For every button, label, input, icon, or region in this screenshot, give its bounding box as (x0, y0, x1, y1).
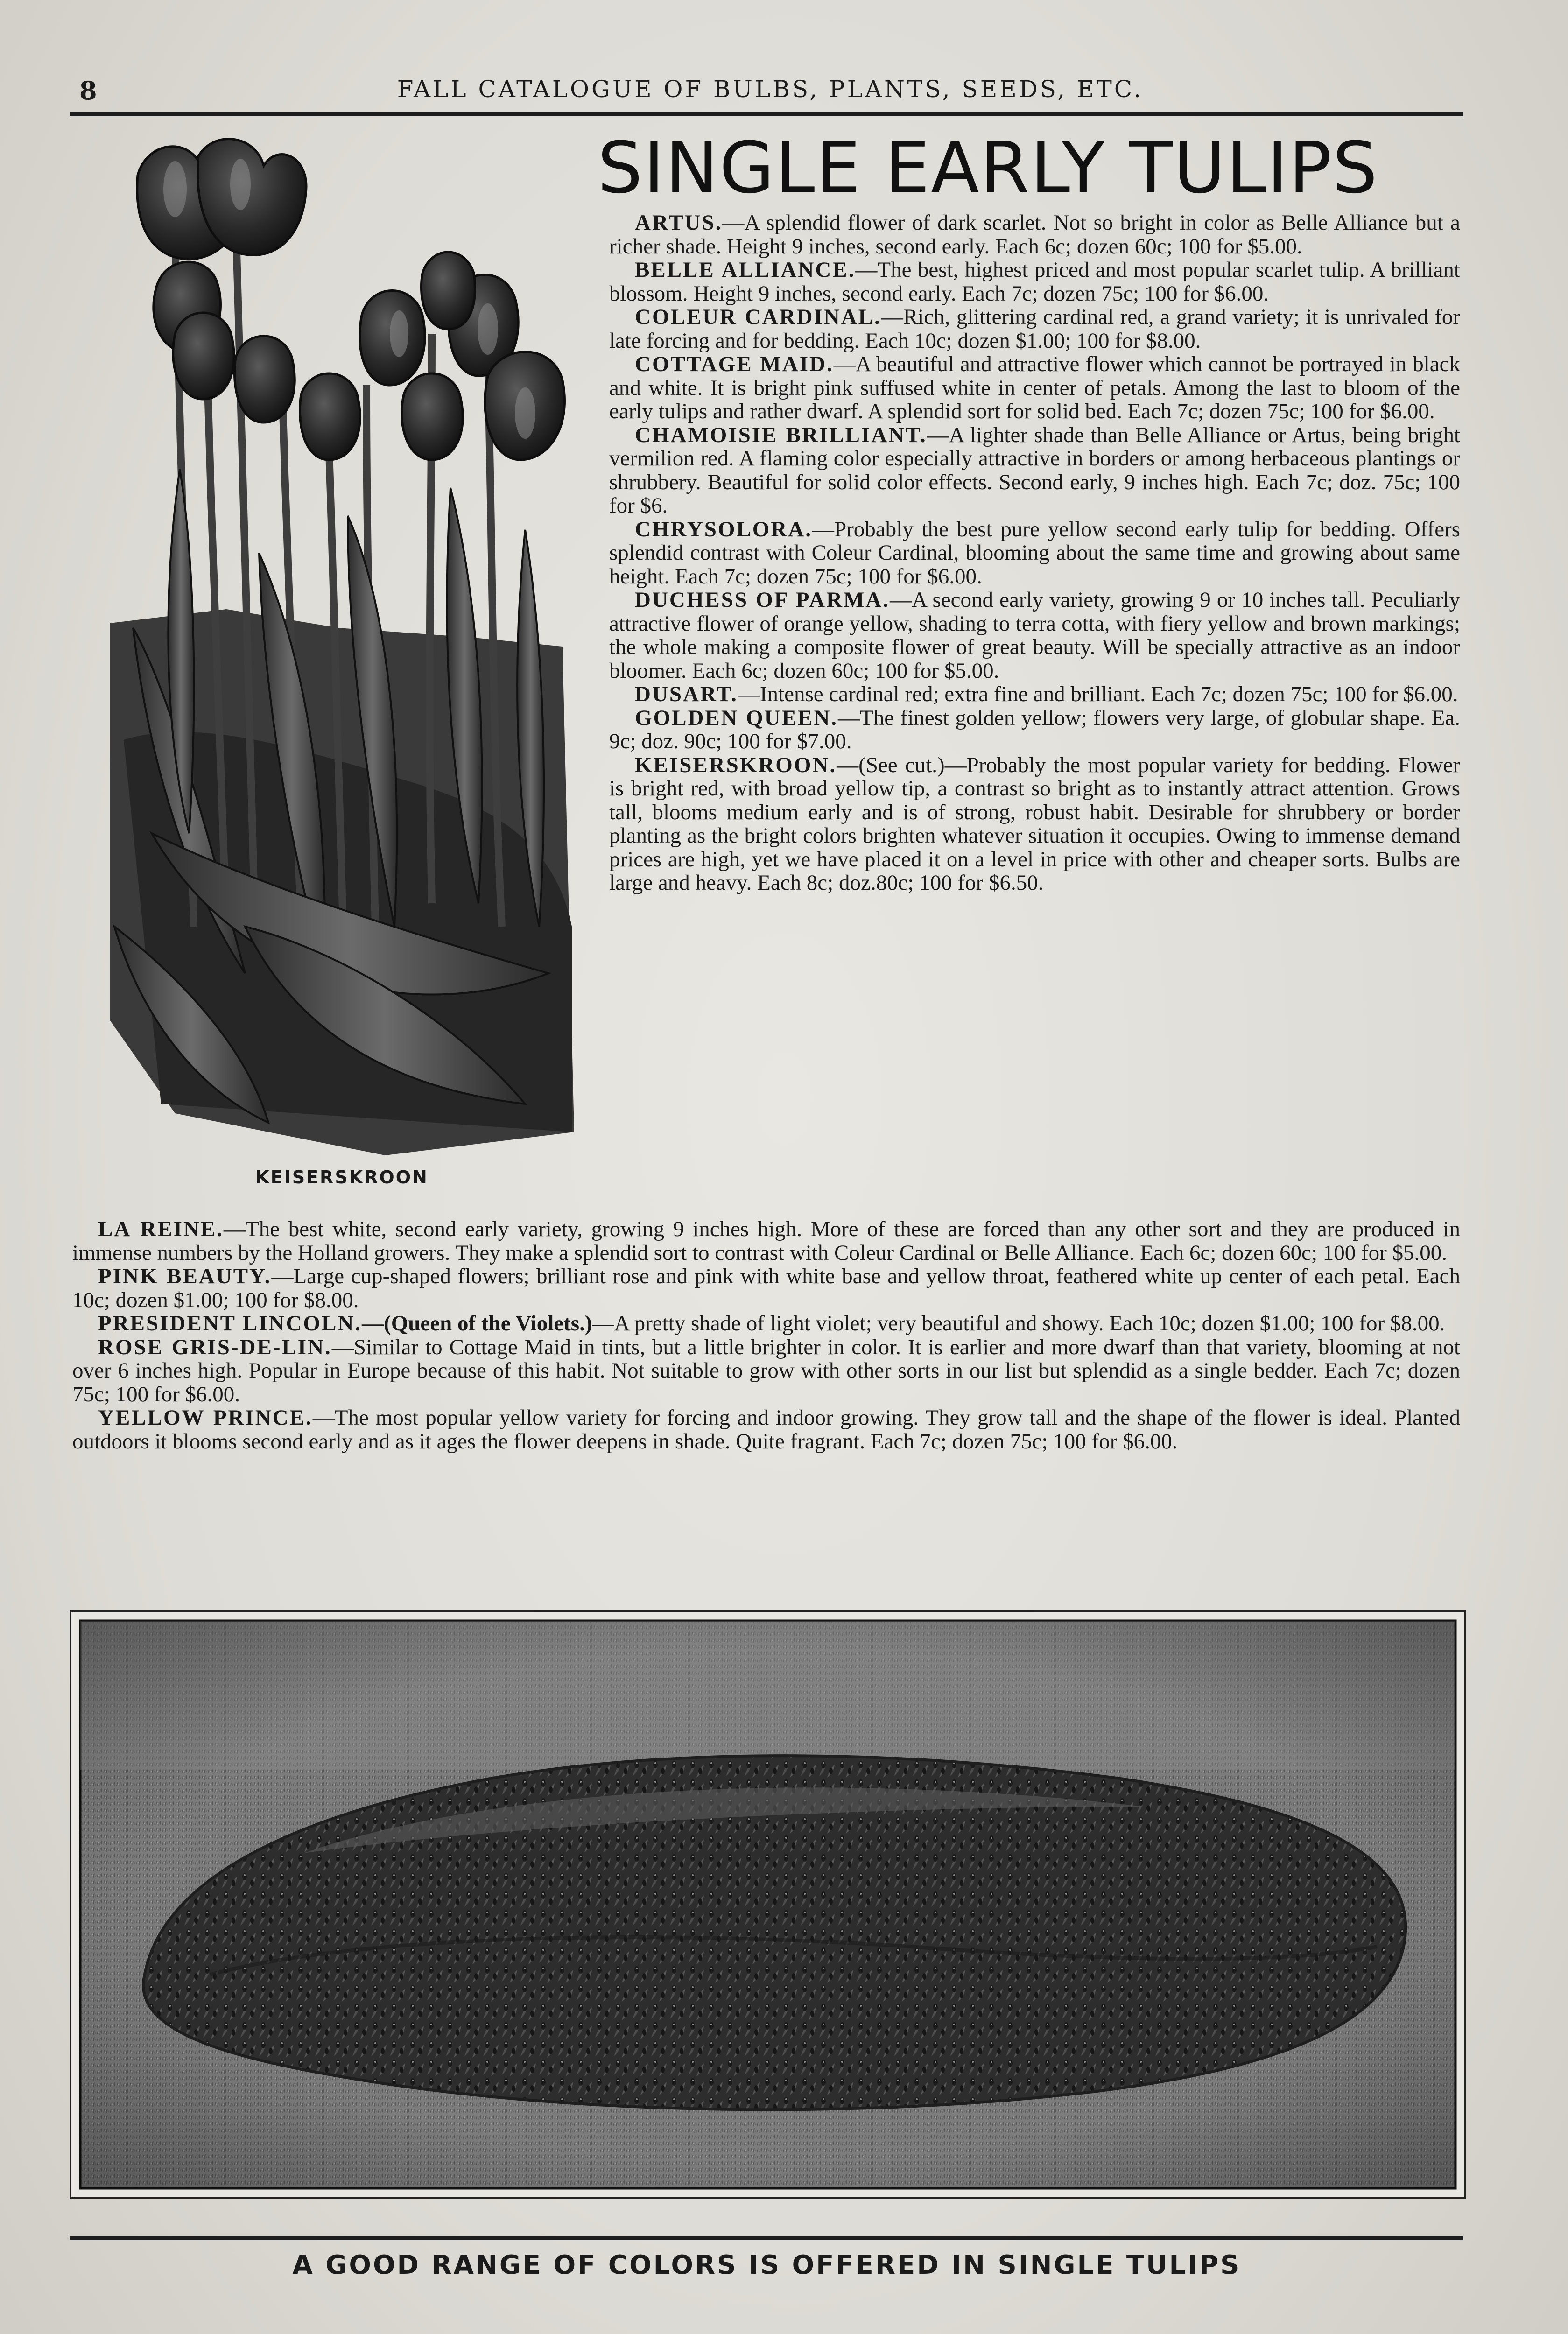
illustration-caption: KEISERSKROON (255, 1167, 429, 1188)
variety-name: GOLDEN QUEEN. (635, 705, 838, 730)
variety-entry (609, 588, 1460, 682)
variety-entry (609, 753, 1460, 895)
variety-description: —The best, highest priced and most popular scarlet tulip. A brilliant blossom. Height 9 inches, second early. Each 7c; dozen 75c; 100 for $6.00. (609, 258, 1460, 306)
variety-entry (72, 1406, 1460, 1453)
variety-description: —A splendid flower of dark scarlet. Not so bright in color as Belle Alliance but a richer shade. Height 9 inches, second early. Each 6c; dozen 60c; 100 for $5.00. (609, 211, 1460, 259)
variety-entry (609, 352, 1460, 423)
variety-description: —The most popular yellow variety for forcing and indoor growing. They grow tall and the shape of the flower is ideal. Planted outdoors it blooms second early and as it ages the flower deepens in shade. Quite fragrant. Each 7c; dozen 75c; 100 for $6.00. (72, 1406, 1461, 1454)
variety-name: CHAMOISIE BRILLIANT. (635, 422, 927, 447)
variety-name: COTTAGE MAID. (635, 352, 834, 376)
page-number: 8 (79, 76, 97, 105)
variety-entry (609, 518, 1460, 589)
keiserskroon-tulip-illustration (105, 133, 579, 1172)
variety-name: PINK BEAUTY. (98, 1264, 272, 1288)
variety-name: BELLE ALLIANCE. (635, 258, 856, 282)
variety-name: LA REINE. (98, 1217, 224, 1241)
footer-rule (70, 2236, 1463, 2240)
variety-description: —A second early variety, growing 9 or 10 inches tall. Peculiarly attractive flower of orange yellow, shading to terra cotta, with fiery yellow and brown markings; the whole making a composite flower of great beauty. Will be specially attractive as an indoor bloomer. Each 6c; dozen 60c; 100 for $5.00. (609, 588, 1460, 683)
variety-entry (609, 706, 1460, 753)
variety-entry (72, 1217, 1460, 1265)
running-title: FALL CATALOGUE OF BULBS, PLANTS, SEEDS, ETC. (397, 76, 1144, 103)
variety-list-full-width (72, 1217, 1460, 1453)
variety-description: —Intense cardinal red; extra fine and brilliant. Each 7c; dozen 75c; 100 for $6.00. (738, 682, 1458, 706)
variety-name: COLEUR CARDINAL. (635, 305, 881, 329)
variety-description: —The best white, second early variety, growing 9 inches high. More of these are forced than any other sort and they are produced in immense numbers by the Holland growers. They make a splendid sort to contrast with Coleur Cardinal or Belle Alliance. Each 6c; dozen 60c; 100 for $5.00. (72, 1217, 1460, 1265)
photograph-caption: A GOOD RANGE OF COLORS IS OFFERED IN SINGLE TULIPS (292, 2250, 1241, 2280)
variety-entry (609, 258, 1460, 305)
page-header (79, 70, 1461, 112)
variety-name: KEISERSKROON. (635, 752, 837, 777)
variety-description: —The finest golden yellow; flowers very large, of globular shape. Ea. 9c; doz. 90c; 100 for $7.00. (609, 705, 1460, 753)
variety-description: —Large cup-shaped flowers; brilliant rose and pink with white base and yellow throat, feathered white up center of each petal. Each 10c; dozen $1.00; 100 for $8.00. (72, 1264, 1460, 1312)
variety-description: —Similar to Cottage Maid in tints, but a little brighter in color. It is earlier and more dwarf than that variety, blooming at not over 6 inches high. Popular in Europe because of this habit. Not suitable to grow with other sorts in our list but splendid as a single bedder. Each 7c; dozen 75c; 100 for $6.00. (72, 1335, 1461, 1406)
variety-description: —A pretty shade of light violet; very beautiful and showy. Each 10c; dozen $1.00; 100 for $8.00. (592, 1311, 1445, 1336)
variety-description: —A beautiful and attractive flower which cannot be portrayed in black and white. It is bright pink suffused white in center of petals. Among the last to bloom of the early tulips and rather dwarf. A splendid sort for solid bed. Each 7c; dozen 75c; 100 for $6.00. (609, 352, 1461, 423)
variety-name: YELLOW PRINCE. (98, 1406, 313, 1430)
variety-list-right-column (609, 211, 1460, 895)
header-rule (70, 112, 1463, 116)
variety-entry (609, 682, 1460, 706)
variety-name: CHRYSOLORA. (635, 517, 812, 541)
variety-name: ROSE GRIS-DE-LIN. (98, 1335, 332, 1359)
variety-name: DUCHESS OF PARMA. (635, 588, 890, 612)
variety-entry (609, 211, 1460, 258)
variety-description: —Rich, glittering cardinal red, a grand variety; it is unrivaled for late forcing and for bedding. Each 10c; dozen $1.00; 100 for $8.00. (609, 305, 1460, 353)
variety-entry (72, 1336, 1460, 1406)
variety-entry (72, 1265, 1460, 1312)
variety-entry (609, 305, 1460, 352)
tulip-bed-photograph (70, 1610, 1466, 2199)
variety-entry (609, 423, 1460, 518)
variety-subtitle: —(Queen of the Violets.) (362, 1311, 592, 1336)
variety-entry (72, 1312, 1460, 1336)
section-title: SINGLE EARLY TULIPS (598, 127, 1378, 209)
variety-description: —A lighter shade than Belle Alliance or Artus, being bright vermilion red. A flaming color especially attractive in borders or among herbaceous plantings or shrubbery. Beautiful for solid color effects. Second early, 9 inches high. Each 7c; doz. 75c; 100 for $6. (609, 422, 1460, 518)
variety-name: ARTUS. (635, 211, 723, 235)
variety-description: —Probably the best pure yellow second early tulip for bedding. Offers splendid contrast with Coleur Cardinal, blooming about the same time and growing about same height. Each 7c; dozen 75c; 100 for $6.00. (609, 517, 1460, 589)
variety-name: DUSART. (635, 682, 738, 706)
variety-name: PRESIDENT LINCOLN. (98, 1311, 362, 1336)
variety-description: —(See cut.)—Probably the most popular variety for bedding. Flower is bright red, with broad yellow tip, a contrast so bright as to instantly attract attention. Grows tall, blooms medium early and is of strong, robust habit. Desirable for shrubbery or border planting as the bright colors brighten whatever situation it occupies. Owing to immense demand prices are high, yet we have placed it on a level in price with other and cheaper sorts. Bulbs are large and heavy. Each 8c; doz.80c; 100 for $6.50. (609, 752, 1460, 895)
